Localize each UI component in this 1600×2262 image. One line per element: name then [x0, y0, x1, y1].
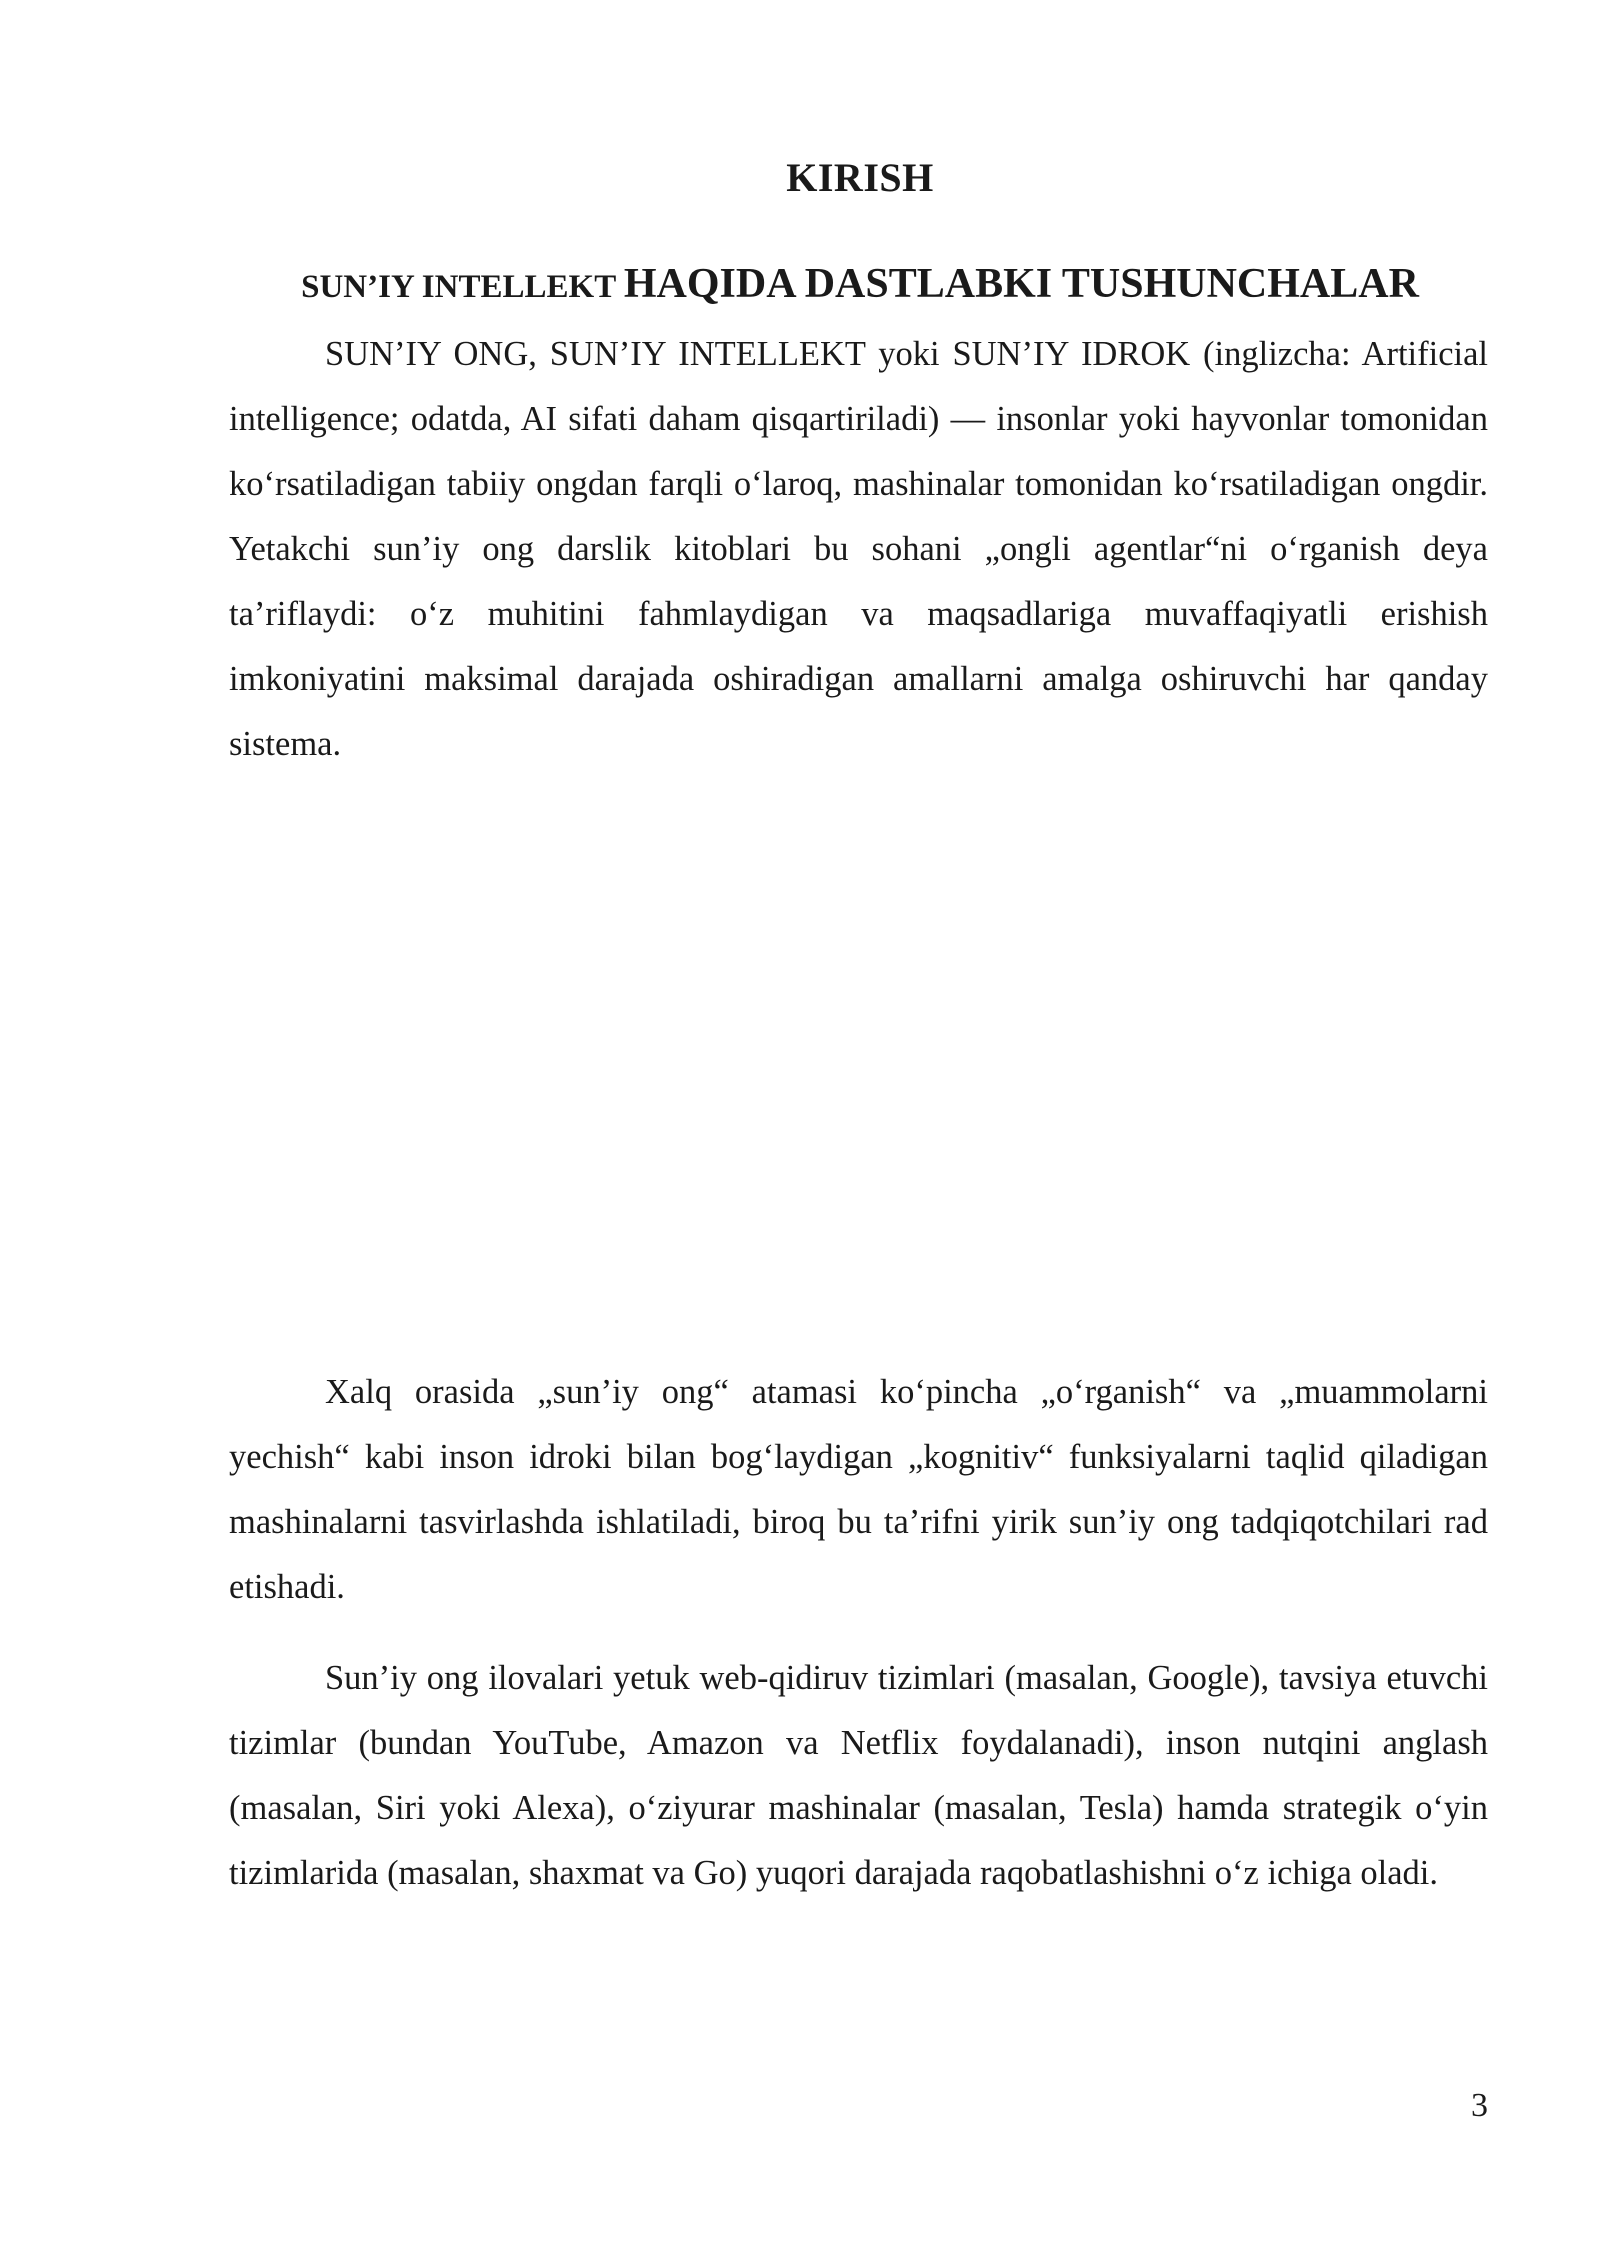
section-title: [0, 258, 1600, 313]
paragraph-definition: SUN’IY ONG, SUN’IY INTELLEKT yoki SUN’IY IDROK (inglizcha: Artificial intelligence; odatda, AI sifati daham qisqartiriladi) — insonlar yoki hayvonlar tomonidan ko‘rsatiladigan tabiiy ongdan farqli o‘laroq, mashinalar tomonidan ko‘rsatiladigan ongdir. Yetakchi sun’iy ong darslik kitoblari bu sohani „ongli agentlar“ni o‘rganish deya ta’riflaydi: o‘z muhitini fahmlaydigan va maqsadlariga muvaffaqiyatli erishish imkoniyatini maksimal darajada oshiradigan amallarni amalga oshiruvchi har qanday sistema.: [229, 335, 1488, 763]
section-title-part1: SUN’IY INTELLEKT: [301, 269, 624, 305]
page-number: 3: [1471, 2087, 1488, 2124]
page-title: KIRISH: [786, 155, 934, 200]
paragraph-popular-usage: Xalq orasida „sun’iy ong“ atamasi ko‘pincha „o‘rganish“ va „muammolarni yechish“ kabi inson idroki bilan bog‘laydigan „kognitiv“ funksiyalarni taqlid qiladigan mashinalarni tasvirlashda ishlatiladi, biroq bu ta’rifni yirik sun’iy ong tadqiqotchilari rad etishadi.: [229, 1373, 1488, 1606]
section-title-part2: HAQIDA DASTLABKI TUSHUNCHALAR: [623, 261, 1419, 307]
paragraph-applications: Sun’iy ong ilovalari yetuk web-qidiruv tizimlari (masalan, Google), tavsiya etuvchi tizimlar (bundan YouTube, Amazon va Netflix foydalanadi), inson nutqini anglash (masalan, Siri yoki Alexa), o‘ziyurar mashinalar (masalan, Tesla) hamda strategik o‘yin tizimlarida (masalan, shaxmat va Go) yuqori darajada raqobatlashishni o‘z ichiga oladi.: [229, 1659, 1488, 1892]
